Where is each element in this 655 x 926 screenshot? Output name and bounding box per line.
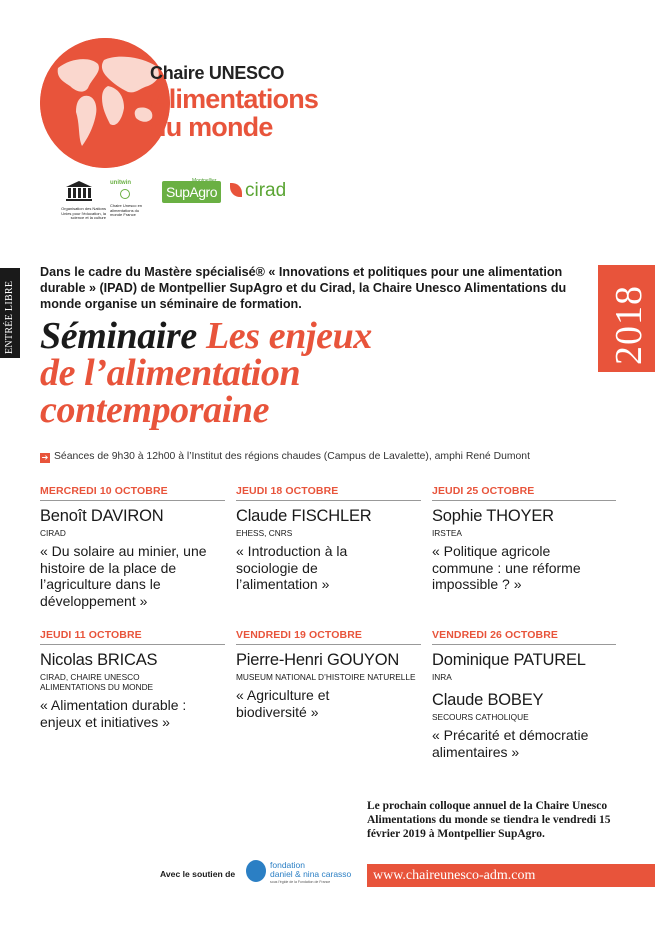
colloque-text: Le prochain colloque annuel de la Chaire Unesco Alimentations du monde se tiendra le vendredi 15 février 2019 à Montpellier SupAgro. [367, 800, 611, 840]
fondation-tagline: sous l'égide de la Fondation de France [270, 880, 331, 884]
speaker-affiliation: EHESS, CNRS [236, 528, 293, 538]
session-topic: « Agriculture et biodiversité » [236, 687, 330, 720]
unesco-temple-icon [64, 180, 94, 202]
unitwin-word: unitwin [110, 180, 131, 186]
chaire-line1: Chaire UNESCO [150, 63, 285, 83]
speaker-affiliation: IRSTEA [432, 528, 462, 538]
cirad-name: cirad [245, 180, 287, 201]
speaker-name: Claude BOBEY [432, 691, 544, 709]
session-date: JEUDI 11 OCTOBRE [40, 629, 225, 645]
speaker-affiliation: CIRAD [40, 528, 66, 538]
speaker-name: Benoît DAVIRON [40, 507, 164, 525]
chaire-title [150, 64, 318, 141]
year-badge [598, 265, 655, 372]
session-card [236, 485, 421, 593]
unitwin-caption: Chaire Unesco en alimentations du monde France [110, 203, 143, 217]
speaker-affiliation: SECOURS CATHOLIQUE [432, 712, 529, 722]
supagro-logo [162, 178, 221, 202]
cirad-logo [230, 180, 286, 202]
session-topic: « Introduction à la sociologie de l’alimentation » [236, 543, 348, 592]
globe-icon [118, 189, 132, 199]
arrow-right-icon: ➔ [41, 453, 49, 462]
session-date: VENDREDI 26 OCTOBRE [432, 629, 616, 645]
session-card [432, 485, 616, 593]
session-topic: « Du solaire au minier, une histoire de la place de l’agriculture dans le développement » [40, 543, 207, 609]
intro-text: Dans le cadre du Mastère spécialisé® « Innovations et politiques pour une alimentation durable » (IPAD) de Montpellier SupAgro et du Cirad, la Chaire Unesco Alimentations du monde organise un séminaire de formation. [40, 265, 567, 311]
session-card [40, 629, 225, 730]
session-date: MERCREDI 10 OCTOBRE [40, 485, 225, 501]
speaker-affiliation: CIRAD, CHAIRE UNESCO ALIMENTATIONS DU MONDE [40, 672, 154, 692]
seances-info [40, 451, 530, 463]
unitwin-logo [110, 180, 150, 218]
session-topic: « Politique agricole commune : une réforme impossible ? » [432, 543, 581, 592]
seances-text: Séances de 9h30 à 12h00 à l’Institut des régions chaudes (Campus de Lavalette), amphi René Dumont [54, 451, 530, 462]
fondation-icon [246, 860, 266, 882]
seminar-title [40, 315, 600, 431]
unesco-caption: Organisation des Nations Unies pour l'éducation, la science et la culture [61, 206, 106, 220]
soutien-label: Avec le soutien de [160, 869, 236, 879]
leaf-icon [230, 183, 242, 197]
speaker-name: Dominique PATUREL [432, 651, 586, 669]
unesco-logo [58, 180, 106, 221]
session-topic: « Précarité et démocratie alimentaires » [432, 727, 589, 760]
title-line2: de l’alimentation [40, 352, 301, 394]
speaker-affiliation: MUSEUM NATIONAL D’HISTOIRE NATURELLE [236, 672, 416, 682]
fondation-name: fondation daniel & nina carasso [270, 860, 352, 879]
title-word1: Séminaire [40, 315, 197, 357]
chaire-line2: Alimentations [150, 84, 319, 114]
website-link[interactable]: www.chaireunesco-adm.com [367, 864, 655, 887]
speaker-name: Pierre-Henri GOUYON [236, 651, 400, 669]
speaker-name: Claude FISCHLER [236, 507, 372, 525]
session-date: VENDREDI 19 OCTOBRE [236, 629, 421, 645]
speaker-name: Sophie THOYER [432, 507, 554, 525]
speaker-name: Nicolas BRICAS [40, 651, 158, 669]
session-card [236, 629, 421, 720]
session-date: JEUDI 25 OCTOBRE [432, 485, 616, 501]
entree-libre-text: ENTRÉE LIBRE [4, 280, 15, 354]
entree-libre-label [0, 268, 20, 358]
title-line1-rest: Les enjeux [205, 315, 372, 357]
speaker-affiliation: INRA [432, 672, 452, 682]
session-date: JEUDI 18 OCTOBRE [236, 485, 421, 501]
chaire-line3: du monde [150, 112, 273, 142]
session-topic: « Alimentation durable : enjeux et initiatives » [40, 697, 187, 730]
year-text: 2018 [608, 285, 650, 365]
title-line3: contemporaine [40, 389, 270, 431]
supagro-name: SupAgro [162, 181, 221, 203]
session-card [40, 485, 225, 609]
session-card [432, 629, 616, 760]
